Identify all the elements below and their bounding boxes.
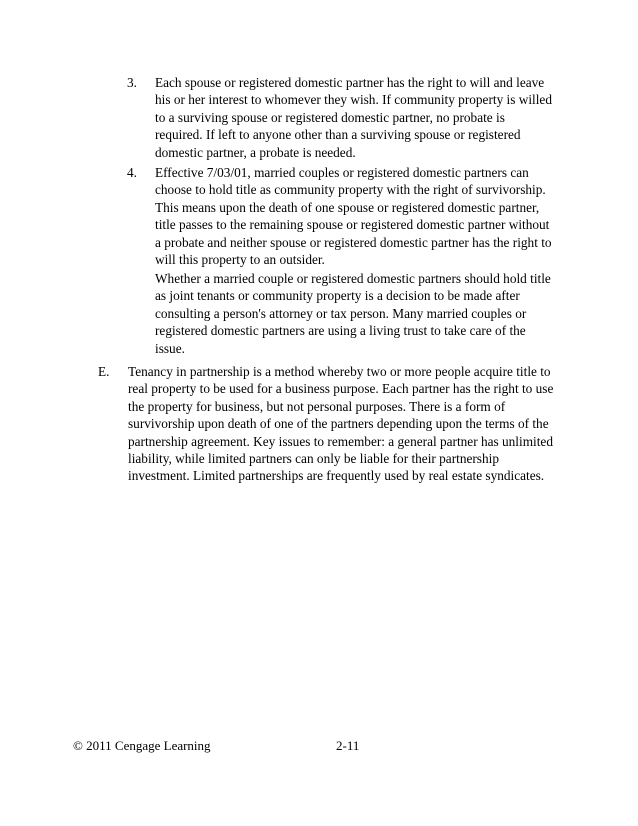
text-line: Effective 7/03/01, married couples or registered domestic partners can xyxy=(155,165,529,180)
text-line: survivorship upon death of one of the partners depending upon the terms of the xyxy=(128,416,549,432)
text-line: title passes to the remaining spouse or registered domestic partner without xyxy=(155,217,550,233)
list-text xyxy=(155,164,587,268)
text-line: registered domestic partners are using a living trust to take care of the xyxy=(155,323,526,339)
continuation-paragraph xyxy=(155,270,551,357)
footer-copyright: © 2011 Cengage Learning xyxy=(73,738,211,753)
list-number: 4. xyxy=(127,165,137,180)
text-line: Tenancy in partnership is a method whereby two or more people acquire title to xyxy=(128,364,551,379)
text-line: his or her interest to whomever they wish. If community property is willed xyxy=(155,92,552,108)
list-text xyxy=(128,363,588,485)
text-line: Each spouse or registered domestic partner has the right to will and leave xyxy=(155,75,545,90)
text-line: domestic partner, a probate is needed. xyxy=(155,144,356,160)
list-letter: E. xyxy=(98,364,110,379)
text-line: required. If left to anyone other than a surviving spouse or registered xyxy=(155,127,521,143)
list-number: 3. xyxy=(127,75,137,90)
text-line: to a surviving spouse or registered domestic partner, no probate is xyxy=(155,109,505,125)
text-line: real property to be used for a business purpose. Each partner has the right to use xyxy=(128,381,554,397)
text-line: investment. Limited partnerships are frequently used by real estate syndicates. xyxy=(128,468,545,484)
text-line: This means upon the death of one spouse or registered domestic partner, xyxy=(155,199,540,215)
text-line: issue. xyxy=(155,340,185,356)
text-line: the property for business, but not personal purposes. There is a form of xyxy=(128,398,506,414)
text-line: as joint tenants or community property is a decision to be made after xyxy=(155,288,520,304)
text-line: choose to hold title as community property with the right of survivorship. xyxy=(155,182,546,198)
footer-page-number: 2-11 xyxy=(336,738,360,753)
text-line: partnership agreement. Key issues to remember: a general partner has unlimited xyxy=(128,433,553,449)
text-line: consulting a person's attorney or tax person. Many married couples or xyxy=(155,305,527,321)
text-line: Whether a married couple or registered domestic partners should hold title xyxy=(155,271,551,286)
text-line: liability, while limited partners can only be liable for their partnership xyxy=(128,451,499,467)
list-text xyxy=(155,74,587,161)
text-line: a probate and neither spouse or registered domestic partner has the right to xyxy=(155,234,552,250)
text-line: will this property to an outsider. xyxy=(155,252,325,268)
